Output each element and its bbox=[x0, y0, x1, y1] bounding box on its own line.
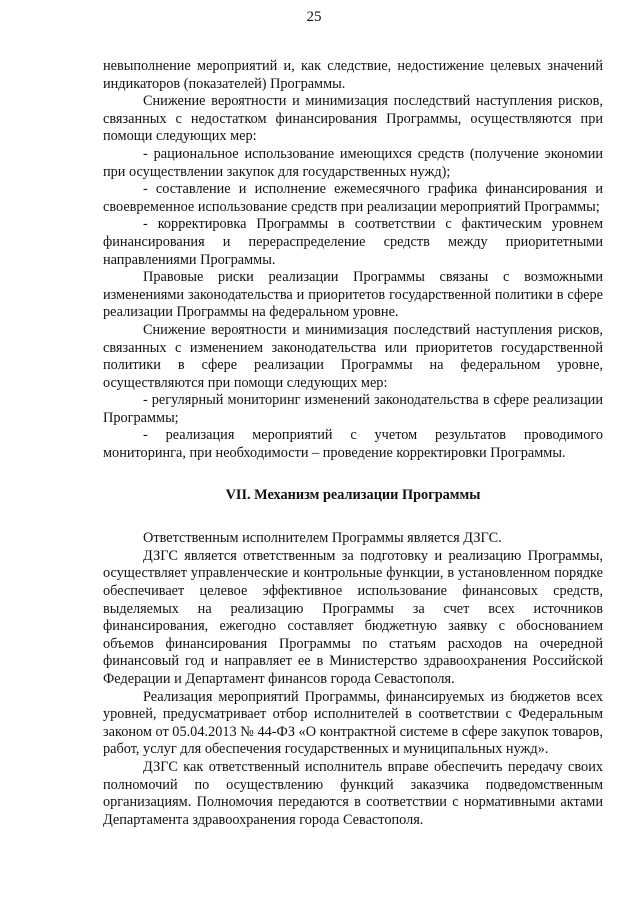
paragraph: Ответственным исполнителем Программы является ДЗГС. bbox=[143, 530, 502, 547]
paragraphs-bottom bbox=[103, 530, 603, 829]
list-item: - реализация мероприятий с учетом результатов проводимого мониторинга, при необходимости – проведение корректировки Программы. bbox=[103, 427, 603, 462]
paragraph: невыполнение мероприятий и, как следствие, недостижение целевых значений индикаторов (показателей) Программы. bbox=[103, 58, 603, 92]
list-item: - регулярный мониторинг изменений законодательства в сфере реализации Программы; bbox=[103, 392, 603, 426]
section-heading: VII. Механизм реализации Программы bbox=[225, 486, 481, 503]
page-number: 25 bbox=[306, 9, 322, 25]
paragraph: Снижение вероятности и минимизация последствий наступления рисков, связанных с недостатком финансирования Программы, осуществляются при помощи следующих мер: bbox=[103, 93, 603, 145]
list-item: - корректировка Программы в соответствии с фактическим уровнем финансирования и перераспределение средств между приоритетными направлениями Программы. bbox=[103, 216, 603, 268]
list-item: - рациональное использование имеющихся средств (получение экономии при осуществлении закупок для государственных нужд); bbox=[103, 145, 603, 180]
paragraph: ДЗГС как ответственный исполнитель вправе обеспечить передачу своих полномочий по осуществлению функций заказчика подведомственным организациям. Полномочия передаются в соответствии с нормативными актами Департамента здравоохранения города Севастополя. bbox=[103, 758, 603, 828]
paragraph: ДЗГС является ответственным за подготовку и реализацию Программы, осуществляет управленческие и контрольные функции, в установленном порядке обеспечивает целевое эффективное использование финансовых средств, выделяемых на реализацию Программы за счет всех источников финансирования, ежегодно составляет бюджетную заявку с обоснованием объемов финансирования Программы по статьям расходов на очередной финансовый год и направляет ее в Министерство здравоохранения Российской Федерации и Департамент финансов города Севастополя. bbox=[103, 547, 603, 687]
paragraph: Реализация мероприятий Программы, финансируемых из бюджетов всех уровней, предусматривает отбор исполнителей в соответствии с Федеральным законом от 05.04.2013 № 44-ФЗ «О контрактной системе в сфере закупок товаров, работ, услуг для обеспечения государственных и муниципальных нужд». bbox=[103, 688, 603, 758]
list-item: - составление и исполнение ежемесячного графика финансирования и своевременное использование средств при реализации мероприятий Программы; bbox=[103, 181, 603, 215]
paragraphs-top bbox=[103, 58, 603, 463]
paragraph: Правовые риски реализации Программы связаны с возможными изменениями законодательства и приоритетов государственной политики в сфере реализации Программы на федеральном уровне. bbox=[103, 269, 603, 321]
paragraph: Снижение вероятности и минимизация последствий наступления рисков, связанных с изменением законодательства или приоритетов государственной политики в сфере реализации Программы на федеральном уровне, осуществляются при помощи следующих мер: bbox=[103, 321, 603, 391]
document-body bbox=[103, 58, 603, 829]
